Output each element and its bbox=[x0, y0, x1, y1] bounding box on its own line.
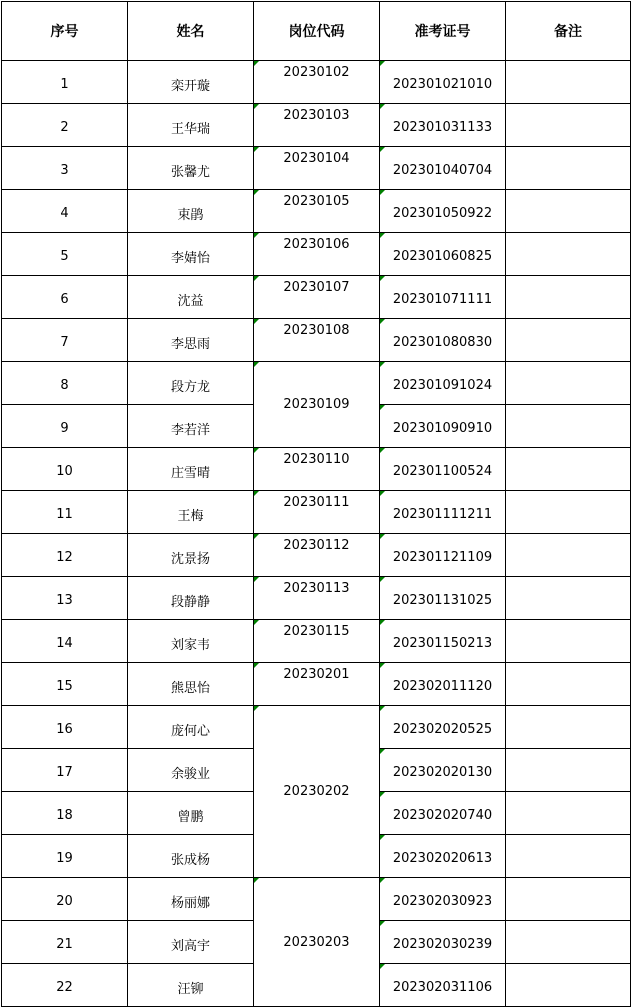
cell-remark[interactable] bbox=[506, 620, 631, 663]
cell-seq[interactable]: 2 bbox=[2, 104, 128, 147]
exam-no-text: 202301111211 bbox=[392, 507, 493, 522]
cell-seq[interactable]: 9 bbox=[2, 405, 128, 448]
text-number-marker-icon bbox=[380, 706, 385, 711]
post-code-text: 20230110 bbox=[283, 452, 350, 467]
cell-name[interactable]: 张成杨 bbox=[128, 835, 254, 878]
text-number-marker-icon bbox=[254, 878, 259, 883]
cell-post-code[interactable] bbox=[254, 147, 380, 190]
exam-no-text: 202301050922 bbox=[392, 206, 493, 221]
text-number-marker-icon bbox=[254, 190, 259, 195]
cell-post-code-merged[interactable] bbox=[254, 362, 380, 448]
cell-name[interactable]: 曾鹏 bbox=[128, 792, 254, 835]
cell-remark[interactable] bbox=[506, 706, 631, 749]
cell-exam-no[interactable] bbox=[380, 319, 506, 362]
cell-name[interactable]: 束鹃 bbox=[128, 190, 254, 233]
exam-no-text: 202302020613 bbox=[392, 851, 493, 866]
cell-name[interactable]: 庄雪晴 bbox=[128, 448, 254, 491]
cell-remark[interactable] bbox=[506, 878, 631, 921]
cell-seq[interactable]: 11 bbox=[2, 491, 128, 534]
post-code-text: 20230107 bbox=[283, 280, 350, 295]
cell-name[interactable]: 李思雨 bbox=[128, 319, 254, 362]
cell-exam-no[interactable] bbox=[380, 835, 506, 878]
cell-post-code[interactable] bbox=[254, 190, 380, 233]
text-number-marker-icon bbox=[254, 491, 259, 496]
text-number-marker-icon bbox=[380, 233, 385, 238]
cell-name[interactable]: 李婧怡 bbox=[128, 233, 254, 276]
table-body bbox=[2, 61, 631, 1007]
cell-name[interactable]: 张馨尤 bbox=[128, 147, 254, 190]
cell-seq[interactable]: 17 bbox=[2, 749, 128, 792]
table-row bbox=[2, 577, 631, 620]
cell-remark[interactable] bbox=[506, 835, 631, 878]
cell-remark[interactable] bbox=[506, 405, 631, 448]
table-row bbox=[2, 61, 631, 104]
exam-no-text: 202301060825 bbox=[392, 249, 493, 264]
cell-remark[interactable] bbox=[506, 362, 631, 405]
post-code-text: 20230105 bbox=[283, 194, 350, 209]
cell-exam-no[interactable] bbox=[380, 405, 506, 448]
text-number-marker-icon bbox=[380, 964, 385, 969]
header-exam-no[interactable]: 准考证号 bbox=[380, 2, 506, 61]
cell-name[interactable]: 汪铆 bbox=[128, 964, 254, 1007]
exam-no-text: 202301131025 bbox=[392, 593, 493, 608]
cell-seq[interactable]: 10 bbox=[2, 448, 128, 491]
text-number-marker-icon bbox=[254, 448, 259, 453]
cell-post-code[interactable] bbox=[254, 233, 380, 276]
post-code-text: 20230201 bbox=[283, 667, 350, 682]
cell-remark[interactable] bbox=[506, 534, 631, 577]
table-row bbox=[2, 448, 631, 491]
text-number-marker-icon bbox=[254, 61, 259, 66]
cell-exam-no[interactable] bbox=[380, 964, 506, 1007]
cell-exam-no[interactable] bbox=[380, 534, 506, 577]
header-name[interactable]: 姓名 bbox=[128, 2, 254, 61]
text-number-marker-icon bbox=[254, 147, 259, 152]
text-number-marker-icon bbox=[380, 147, 385, 152]
cell-seq[interactable]: 21 bbox=[2, 921, 128, 964]
exam-no-text: 202301090910 bbox=[392, 421, 493, 436]
text-number-marker-icon bbox=[380, 491, 385, 496]
cell-name[interactable]: 段静静 bbox=[128, 577, 254, 620]
exam-no-text: 202302030923 bbox=[392, 894, 493, 909]
cell-exam-no[interactable] bbox=[380, 233, 506, 276]
cell-remark[interactable] bbox=[506, 61, 631, 104]
cell-exam-no[interactable] bbox=[380, 61, 506, 104]
cell-post-code[interactable] bbox=[254, 448, 380, 491]
post-code-text: 20230103 bbox=[283, 108, 350, 123]
table-row bbox=[2, 706, 631, 749]
table-row bbox=[2, 620, 631, 663]
cell-seq[interactable]: 1 bbox=[2, 61, 128, 104]
cell-seq[interactable]: 4 bbox=[2, 190, 128, 233]
cell-remark[interactable] bbox=[506, 577, 631, 620]
cell-post-code[interactable] bbox=[254, 620, 380, 663]
post-code-text: 20230109 bbox=[283, 397, 350, 412]
exam-no-text: 202301100524 bbox=[392, 464, 493, 479]
text-number-marker-icon bbox=[254, 534, 259, 539]
cell-remark[interactable] bbox=[506, 276, 631, 319]
exam-no-text: 202301091024 bbox=[392, 378, 493, 393]
cell-name[interactable]: 王华瑞 bbox=[128, 104, 254, 147]
exam-no-text: 202302020130 bbox=[392, 765, 493, 780]
text-number-marker-icon bbox=[380, 448, 385, 453]
header-remark[interactable]: 备注 bbox=[506, 2, 631, 61]
exam-no-text: 202302031106 bbox=[392, 980, 493, 995]
text-number-marker-icon bbox=[380, 319, 385, 324]
post-code-text: 20230102 bbox=[283, 65, 350, 80]
text-number-marker-icon bbox=[380, 792, 385, 797]
cell-seq[interactable]: 20 bbox=[2, 878, 128, 921]
text-number-marker-icon bbox=[254, 233, 259, 238]
cell-remark[interactable] bbox=[506, 663, 631, 706]
cell-name[interactable]: 刘家韦 bbox=[128, 620, 254, 663]
cell-exam-no[interactable] bbox=[380, 921, 506, 964]
post-code-text: 20230106 bbox=[283, 237, 350, 252]
text-number-marker-icon bbox=[380, 878, 385, 883]
cell-name[interactable]: 熊思怡 bbox=[128, 663, 254, 706]
exam-no-text: 202302011120 bbox=[392, 679, 493, 694]
cell-name[interactable]: 杨丽娜 bbox=[128, 878, 254, 921]
cell-seq[interactable]: 3 bbox=[2, 147, 128, 190]
text-number-marker-icon bbox=[254, 706, 259, 711]
cell-seq[interactable]: 18 bbox=[2, 792, 128, 835]
post-code-text: 20230112 bbox=[283, 538, 350, 553]
cell-seq[interactable]: 14 bbox=[2, 620, 128, 663]
cell-exam-no[interactable] bbox=[380, 706, 506, 749]
cell-name[interactable]: 王梅 bbox=[128, 491, 254, 534]
text-number-marker-icon bbox=[254, 104, 259, 109]
post-code-text: 20230111 bbox=[283, 495, 350, 510]
cell-post-code[interactable] bbox=[254, 491, 380, 534]
candidate-table bbox=[1, 1, 631, 1007]
cell-remark[interactable] bbox=[506, 147, 631, 190]
header-seq[interactable]: 序号 bbox=[2, 2, 128, 61]
table-row bbox=[2, 362, 631, 405]
text-number-marker-icon bbox=[254, 319, 259, 324]
exam-no-text: 202301071111 bbox=[392, 292, 493, 307]
cell-name[interactable]: 沈益 bbox=[128, 276, 254, 319]
text-number-marker-icon bbox=[380, 104, 385, 109]
exam-no-text: 202302020740 bbox=[392, 808, 493, 823]
cell-seq[interactable]: 7 bbox=[2, 319, 128, 362]
cell-remark[interactable] bbox=[506, 792, 631, 835]
cell-remark[interactable] bbox=[506, 448, 631, 491]
cell-remark[interactable] bbox=[506, 491, 631, 534]
cell-post-code[interactable] bbox=[254, 61, 380, 104]
exam-no-text: 202302030239 bbox=[392, 937, 493, 952]
cell-name[interactable]: 李若洋 bbox=[128, 405, 254, 448]
post-code-text: 20230104 bbox=[283, 151, 350, 166]
cell-remark[interactable] bbox=[506, 921, 631, 964]
cell-exam-no[interactable] bbox=[380, 792, 506, 835]
exam-no-text: 202301040704 bbox=[392, 163, 493, 178]
cell-remark[interactable] bbox=[506, 749, 631, 792]
exam-no-text: 202302020525 bbox=[392, 722, 493, 737]
cell-post-code-merged[interactable] bbox=[254, 878, 380, 1007]
cell-seq[interactable]: 12 bbox=[2, 534, 128, 577]
text-number-marker-icon bbox=[380, 663, 385, 668]
cell-remark[interactable] bbox=[506, 233, 631, 276]
text-number-marker-icon bbox=[380, 362, 385, 367]
cell-exam-no[interactable] bbox=[380, 448, 506, 491]
cell-post-code[interactable] bbox=[254, 577, 380, 620]
exam-no-text: 202301121109 bbox=[392, 550, 493, 565]
table-row bbox=[2, 534, 631, 577]
table-row bbox=[2, 491, 631, 534]
cell-post-code-merged[interactable] bbox=[254, 706, 380, 878]
cell-exam-no[interactable] bbox=[380, 104, 506, 147]
exam-no-text: 202301080830 bbox=[392, 335, 493, 350]
cell-seq[interactable]: 5 bbox=[2, 233, 128, 276]
cell-exam-no[interactable] bbox=[380, 749, 506, 792]
text-number-marker-icon bbox=[380, 749, 385, 754]
cell-exam-no[interactable] bbox=[380, 276, 506, 319]
header-row bbox=[2, 2, 631, 61]
text-number-marker-icon bbox=[380, 190, 385, 195]
text-number-marker-icon bbox=[380, 61, 385, 66]
cell-seq[interactable]: 8 bbox=[2, 362, 128, 405]
cell-post-code[interactable] bbox=[254, 104, 380, 147]
cell-remark[interactable] bbox=[506, 964, 631, 1007]
cell-name[interactable]: 庞何心 bbox=[128, 706, 254, 749]
text-number-marker-icon bbox=[254, 362, 259, 367]
cell-exam-no[interactable] bbox=[380, 190, 506, 233]
post-code-text: 20230113 bbox=[283, 581, 350, 596]
table-row bbox=[2, 319, 631, 362]
cell-name[interactable]: 栾开璇 bbox=[128, 61, 254, 104]
cell-seq[interactable]: 22 bbox=[2, 964, 128, 1007]
table-row bbox=[2, 233, 631, 276]
table-row bbox=[2, 190, 631, 233]
cell-post-code[interactable] bbox=[254, 534, 380, 577]
exam-no-text: 202301150213 bbox=[392, 636, 493, 651]
text-number-marker-icon bbox=[380, 620, 385, 625]
cell-seq[interactable]: 6 bbox=[2, 276, 128, 319]
cell-exam-no[interactable] bbox=[380, 362, 506, 405]
cell-exam-no[interactable] bbox=[380, 620, 506, 663]
table-row bbox=[2, 147, 631, 190]
text-number-marker-icon bbox=[380, 534, 385, 539]
table-row bbox=[2, 104, 631, 147]
table-row bbox=[2, 276, 631, 319]
text-number-marker-icon bbox=[380, 276, 385, 281]
post-code-text: 20230202 bbox=[283, 784, 350, 799]
cell-exam-no[interactable] bbox=[380, 663, 506, 706]
cell-exam-no[interactable] bbox=[380, 491, 506, 534]
text-number-marker-icon bbox=[380, 405, 385, 410]
exam-no-text: 202301021010 bbox=[392, 77, 493, 92]
cell-post-code[interactable] bbox=[254, 663, 380, 706]
text-number-marker-icon bbox=[254, 620, 259, 625]
cell-remark[interactable] bbox=[506, 190, 631, 233]
post-code-text: 20230108 bbox=[283, 323, 350, 338]
header-post-code[interactable]: 岗位代码 bbox=[254, 2, 380, 61]
post-code-text: 20230115 bbox=[283, 624, 350, 639]
table-row bbox=[2, 663, 631, 706]
cell-exam-no[interactable] bbox=[380, 577, 506, 620]
table-row bbox=[2, 878, 631, 921]
text-number-marker-icon bbox=[254, 276, 259, 281]
cell-seq[interactable]: 19 bbox=[2, 835, 128, 878]
cell-seq[interactable]: 13 bbox=[2, 577, 128, 620]
text-number-marker-icon bbox=[254, 577, 259, 582]
cell-post-code[interactable] bbox=[254, 319, 380, 362]
cell-exam-no[interactable] bbox=[380, 147, 506, 190]
cell-name[interactable]: 刘高宇 bbox=[128, 921, 254, 964]
cell-remark[interactable] bbox=[506, 104, 631, 147]
text-number-marker-icon bbox=[380, 835, 385, 840]
cell-seq[interactable]: 15 bbox=[2, 663, 128, 706]
cell-name[interactable]: 沈景扬 bbox=[128, 534, 254, 577]
cell-remark[interactable] bbox=[506, 319, 631, 362]
cell-name[interactable]: 余骏业 bbox=[128, 749, 254, 792]
cell-name[interactable]: 段方龙 bbox=[128, 362, 254, 405]
cell-seq[interactable]: 16 bbox=[2, 706, 128, 749]
text-number-marker-icon bbox=[380, 577, 385, 582]
exam-no-text: 202301031133 bbox=[392, 120, 493, 135]
cell-post-code[interactable] bbox=[254, 276, 380, 319]
post-code-text: 20230203 bbox=[283, 934, 350, 950]
text-number-marker-icon bbox=[380, 921, 385, 926]
text-number-marker-icon bbox=[254, 663, 259, 668]
cell-exam-no[interactable] bbox=[380, 878, 506, 921]
